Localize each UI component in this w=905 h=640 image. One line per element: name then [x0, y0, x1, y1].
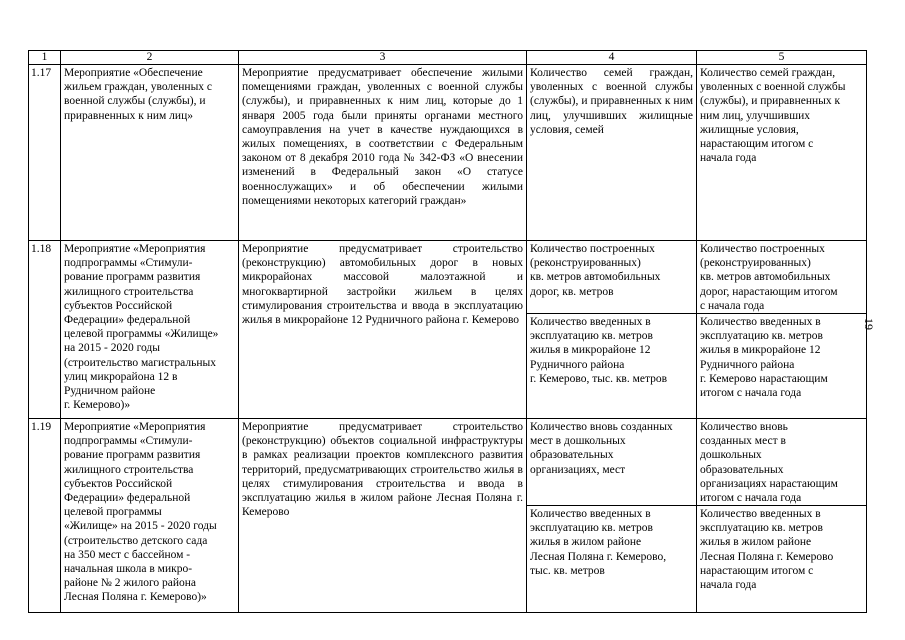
header-col-2: 2	[61, 51, 239, 65]
indicator-col4-group	[527, 419, 697, 613]
indicator-col5: Количество построенных (реконструированных) кв. метров автомобильных дорог, нарастающим итогом с начала года	[700, 243, 838, 312]
indicator-col5: Количество введенных в эксплуатацию кв. метров жилья в микрорайоне 12 Рудничного района г. Кемерово нарастающим итогом с начала года	[697, 313, 866, 401]
indicator-col5: Количество семей граждан, уволенных с военной службы (службы), и приравненных к ним лиц, улучшивших жилищные условия, нарастающим итогом с начала года	[697, 65, 867, 241]
indicator-col5: Количество вновь созданных мест в дошкольных образовательных организациях нарастающим итогом с начала года	[700, 421, 838, 505]
event-name: Мероприятие «Мероприятия подпрограммы «Стимули- рование программ развития жилищного строительства субъектов Российской Федерации» федеральной целевой программы «Жилище» на 2015 - 2020 годы (строительство детского сада на 350 мест с бассейном - начальная школа в микро- районе № 2 жилого района Лесная Поляна г. Кемерово)»	[61, 419, 239, 613]
row-number: 1.17	[29, 65, 61, 241]
indicator-col5-group	[697, 419, 867, 613]
column-number-row	[29, 51, 867, 65]
indicator-col4: Количество введенных в эксплуатацию кв. метров жилья в жилом районе Лесная Поляна г. Кемерово, тыс. кв. метров	[527, 505, 696, 579]
indicator-col4: Количество семей граждан, уволенных с военной службы (службы), и приравненных к ним лиц, улучшивших жилищные условия, семей	[527, 65, 697, 241]
event-description: Мероприятие предусматривает обеспечение жилыми помещениями граждан, уволенных с военной службы (службы), и приравненных к ним лиц, которые до 1 января 2005 года были приняты органами местного самоуправления на учет в качестве нуждающихся в жилых помещениях, в соответствии с Федеральным законом от 8 декабря 2010 года № 342-ФЗ «О внесении изменений в Федеральный закон «О статусе военнослужащих» и об обеспечении жилыми помещениями некоторых категорий граждан»	[239, 65, 527, 241]
table-row	[29, 419, 867, 613]
table-row	[29, 241, 867, 419]
indicator-col5: Количество введенных в эксплуатацию кв. метров жилья в жилом районе Лесная Поляна г. Кемерово нарастающим итогом с начала года	[697, 505, 866, 593]
page-number: 19	[862, 318, 876, 330]
document-page	[28, 50, 867, 613]
row-number: 1.19	[29, 419, 61, 613]
event-name: Мероприятие «Обеспечение жильем граждан, уволенных с военной службы (службы), и приравненных к ним лиц»	[61, 65, 239, 241]
header-col-1: 1	[29, 51, 61, 65]
event-name: Мероприятие «Мероприятия подпрограммы «Стимули- рование программ развития жилищного строительства субъектов Российской Федерации» федеральной целевой программы «Жилище» на 2015 - 2020 годы (строительство магистральных улиц микрорайона 12 в Рудничном районе г. Кемерово)»	[61, 241, 239, 419]
event-description: Мероприятие предусматривает строительство (реконструкцию) автомобильных дорог в новых микрорайонах массовой малоэтажной и многоквартирной застройки жильем в целях стимулирования строительства и ввода в эксплуатацию жилья в микрорайоне 12 Рудничного района г. Кемерово	[239, 241, 527, 419]
row-number: 1.18	[29, 241, 61, 419]
indicator-col4: Количество введенных в эксплуатацию кв. метров жилья в микрорайоне 12 Рудничного района г. Кемерово, тыс. кв. метров	[527, 313, 696, 387]
table-row	[29, 65, 867, 241]
header-col-5: 5	[697, 51, 867, 65]
indicator-col5-group	[697, 241, 867, 419]
indicator-col4-group	[527, 241, 697, 419]
header-col-3: 3	[239, 51, 527, 65]
program-table	[28, 50, 867, 613]
header-col-4: 4	[527, 51, 697, 65]
indicator-col4: Количество построенных (реконструированных) кв. метров автомобильных дорог, кв. метров	[530, 243, 661, 298]
event-description: Мероприятие предусматривает строительство (реконструкцию) объектов социальной инфраструктуры в рамках реализации проектов комплексного развития территорий, предусматривающих строительство жилья в целях стимулирования строительства и ввода в эксплуатацию жилья в жилом районе Лесная Поляна г. Кемерово	[239, 419, 527, 613]
indicator-col4: Количество вновь созданных мест в дошкольных образовательных организациях, мест	[530, 421, 673, 476]
